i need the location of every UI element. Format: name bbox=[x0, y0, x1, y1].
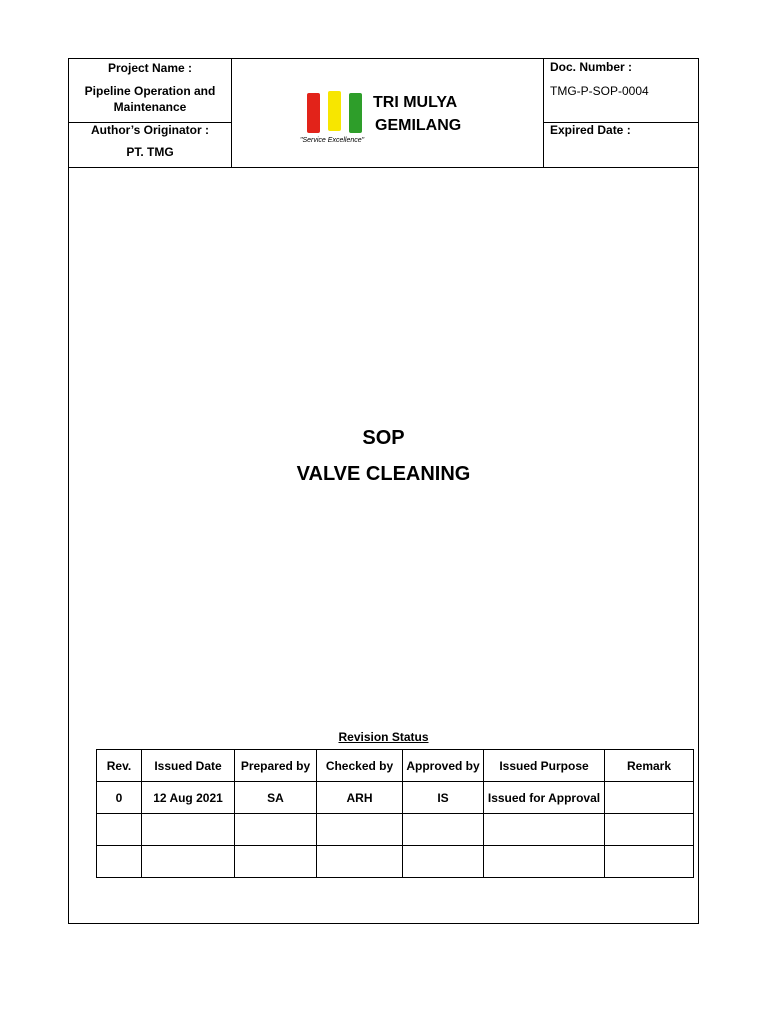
revision-header-row bbox=[97, 750, 694, 782]
company-logo bbox=[232, 59, 543, 167]
cell-issued-purpose: Issued for Approval bbox=[484, 782, 605, 814]
logo-bar-red bbox=[307, 93, 320, 133]
cell-prepared-by bbox=[235, 846, 317, 878]
cell-remark bbox=[605, 782, 694, 814]
cell-checked-by bbox=[317, 846, 403, 878]
cell-issued-date bbox=[142, 846, 235, 878]
cell-checked-by bbox=[317, 814, 403, 846]
cell-rev bbox=[97, 846, 142, 878]
cell-remark bbox=[605, 814, 694, 846]
cell-issued-date bbox=[142, 814, 235, 846]
cell-approved-by bbox=[403, 846, 484, 878]
revision-status-title: Revision Status bbox=[338, 730, 429, 744]
col-header-rev: Rev. bbox=[97, 750, 142, 782]
project-name-label: Project Name : bbox=[107, 61, 193, 75]
cell-issued-date: 12 Aug 2021 bbox=[142, 782, 235, 814]
col-header-prepared-by: Prepared by bbox=[235, 750, 317, 782]
col-header-issued-date: Issued Date bbox=[142, 750, 235, 782]
logo-tagline: "Service Excellence" bbox=[300, 137, 365, 144]
document-header bbox=[69, 59, 698, 168]
doc-number-label: Doc. Number : bbox=[550, 60, 633, 74]
cell-rev: 0 bbox=[97, 782, 142, 814]
cell-checked-by: ARH bbox=[317, 782, 403, 814]
author-label: Author’s Originator : bbox=[91, 123, 209, 137]
expired-date-label: Expired Date : bbox=[550, 123, 631, 137]
table-row bbox=[97, 846, 694, 878]
cell-remark bbox=[605, 846, 694, 878]
cell-approved-by: IS bbox=[403, 782, 484, 814]
logo-bar-green bbox=[349, 93, 362, 133]
doc-number-value: TMG-P-SOP-0004 bbox=[550, 84, 649, 98]
document-main-title: VALVE CLEANING bbox=[296, 463, 471, 485]
col-header-approved-by: Approved by bbox=[403, 750, 484, 782]
col-header-remark: Remark bbox=[605, 750, 694, 782]
project-name-value: Pipeline Operation and Maintenance bbox=[84, 84, 216, 114]
table-row bbox=[97, 814, 694, 846]
document-type-title: SOP bbox=[362, 427, 405, 449]
col-header-issued-purpose: Issued Purpose bbox=[484, 750, 605, 782]
cell-issued-purpose bbox=[484, 814, 605, 846]
revision-table bbox=[96, 749, 694, 878]
logo-bars bbox=[305, 91, 365, 135]
cell-prepared-by bbox=[235, 814, 317, 846]
logo-bar-yellow bbox=[328, 91, 341, 131]
logo-line1: TRI MULYA bbox=[373, 94, 458, 111]
cell-prepared-by: SA bbox=[235, 782, 317, 814]
logo-line2: GEMILANG bbox=[375, 117, 462, 134]
author-value: PT. TMG bbox=[126, 145, 174, 159]
cell-approved-by bbox=[403, 814, 484, 846]
document-frame bbox=[68, 58, 699, 924]
col-header-checked-by: Checked by bbox=[317, 750, 403, 782]
table-row bbox=[97, 782, 694, 814]
cell-rev bbox=[97, 814, 142, 846]
cell-issued-purpose bbox=[484, 846, 605, 878]
